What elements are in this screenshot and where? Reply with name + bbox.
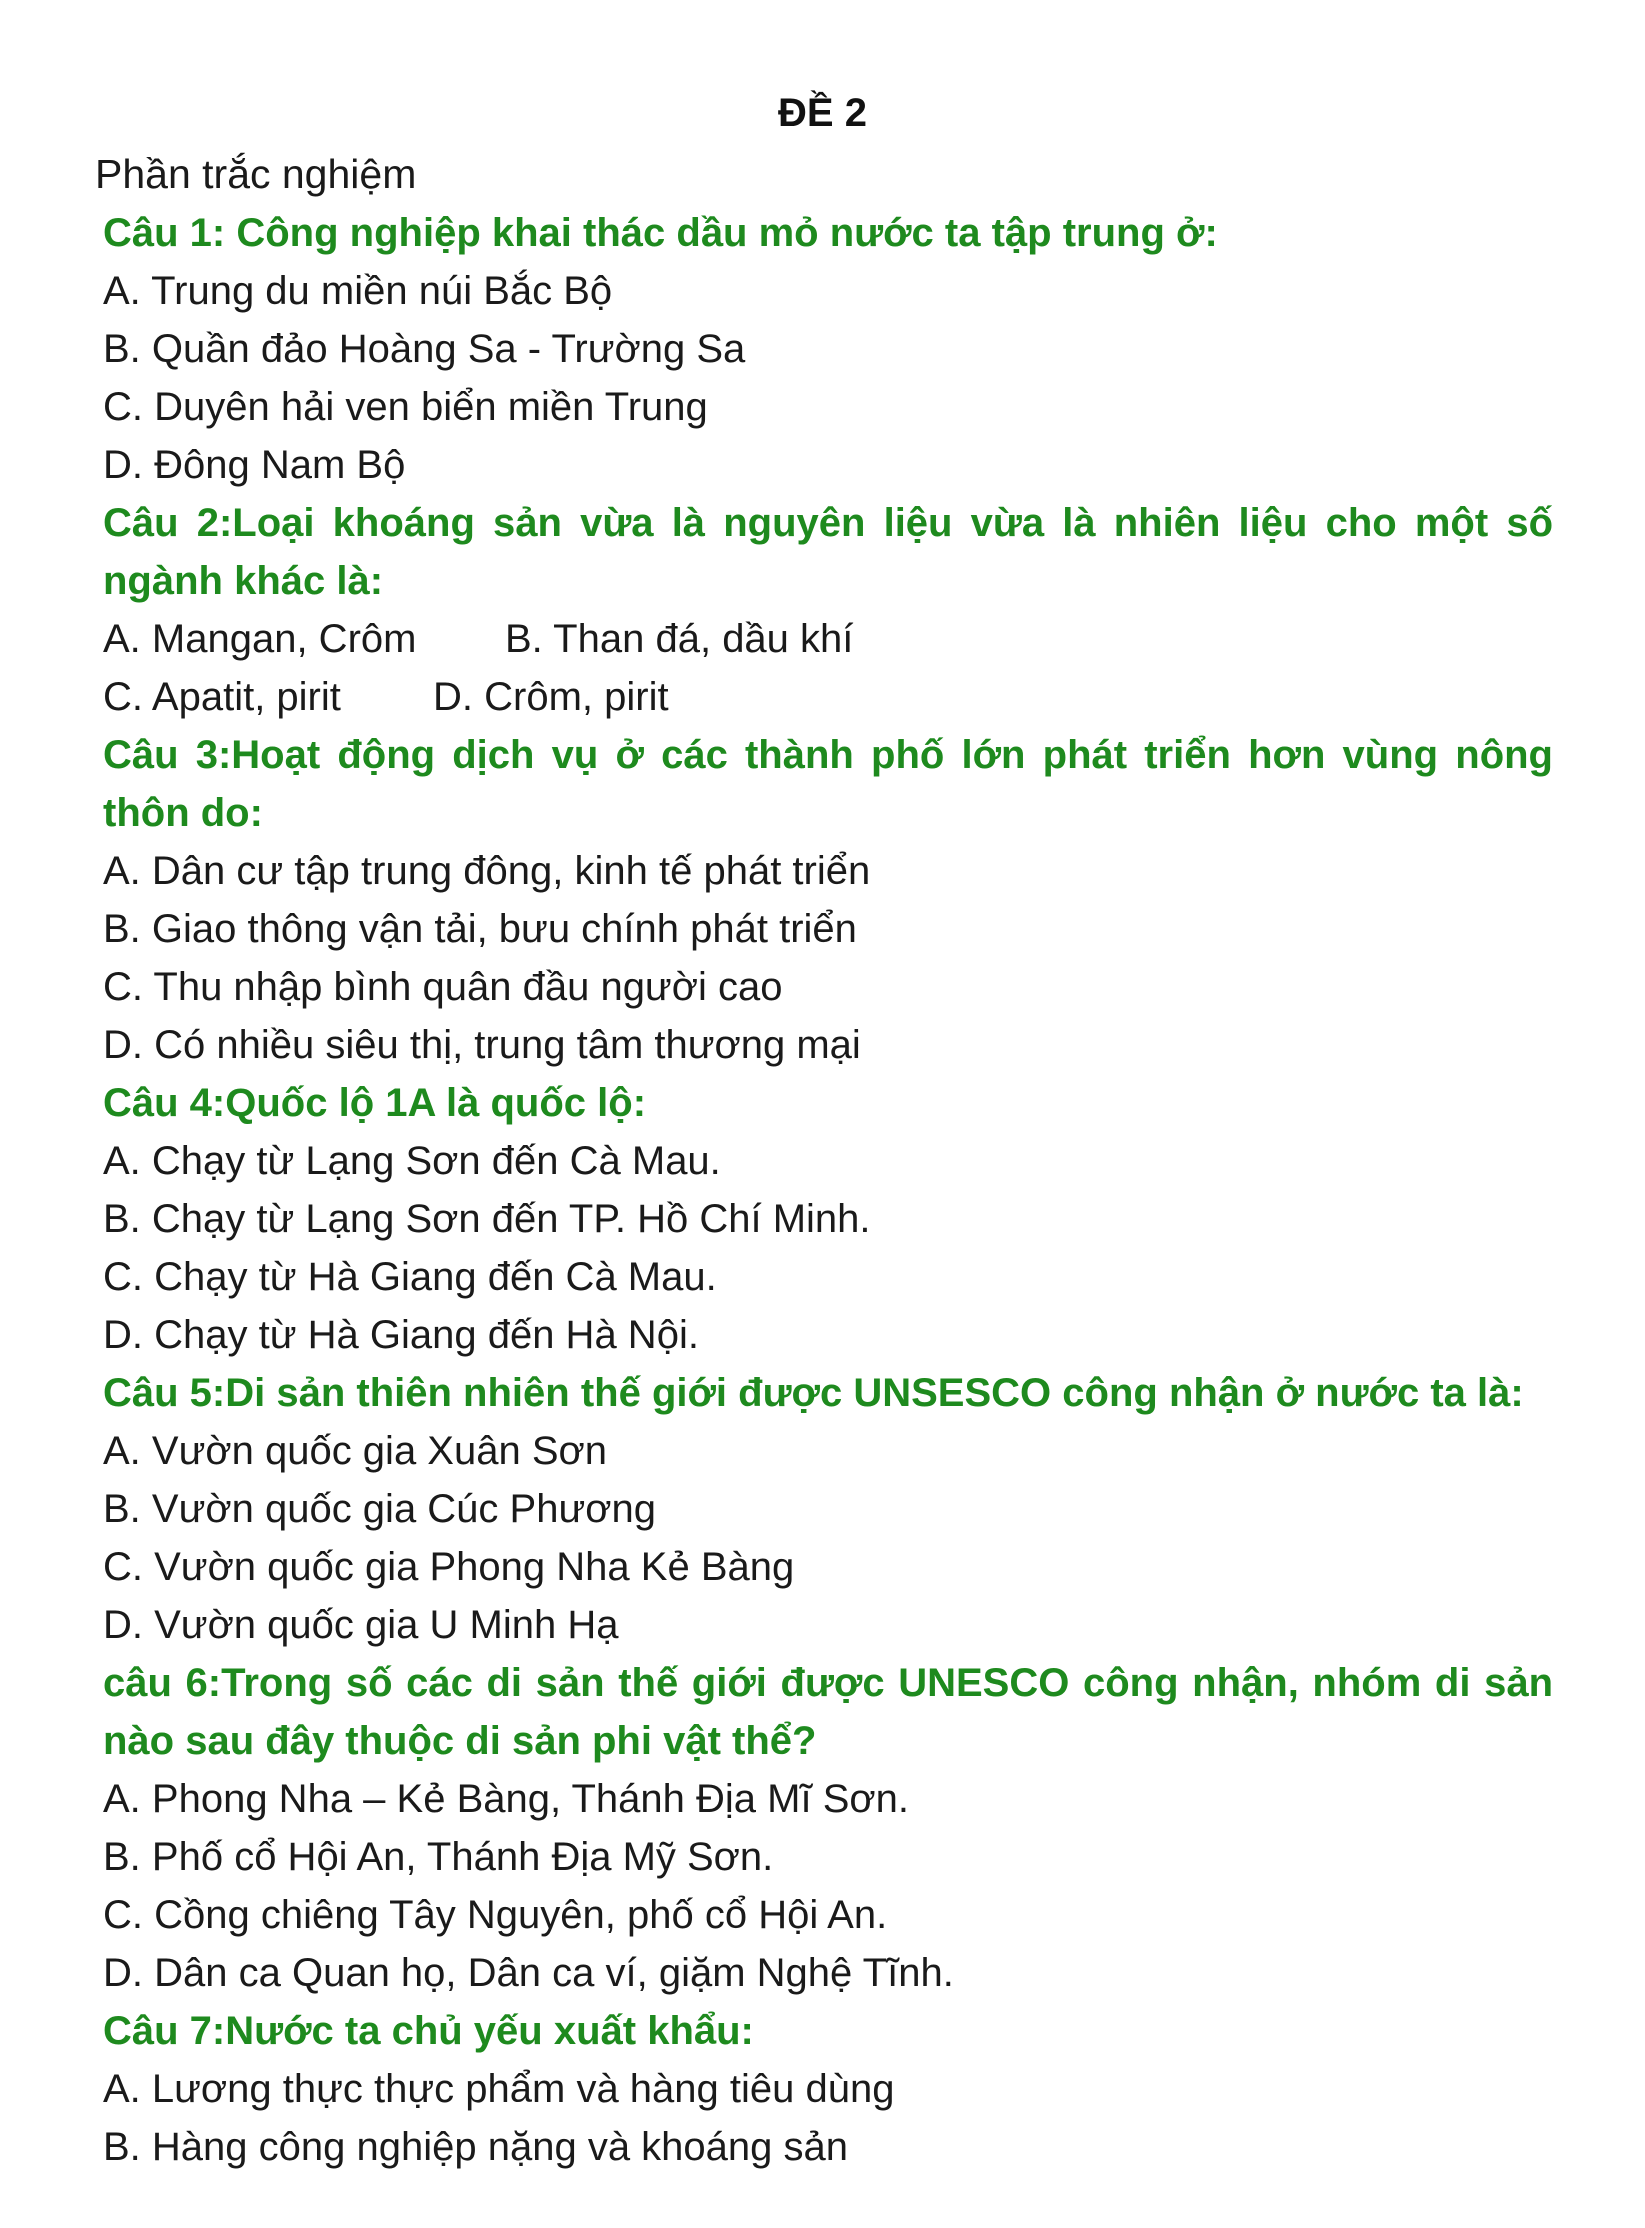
option-1a: A. Trung du miền núi Bắc Bộ: [103, 269, 613, 313]
option-3d: D. Có nhiều siêu thị, trung tâm thương mại: [103, 1023, 861, 1067]
section-heading: Phần trắc nghiệm: [95, 151, 417, 197]
option-3b: B. Giao thông vận tải, bưu chính phát triển: [103, 907, 857, 951]
question-list: [103, 204, 1553, 2176]
option-2b: B. Than đá, dầu khí: [505, 617, 854, 661]
option-6c: C. Cồng chiêng Tây Nguyên, phố cổ Hội An.: [103, 1893, 888, 1937]
option-2d: D. Crôm, pirit: [433, 675, 669, 719]
option-7a: A. Lương thực thực phẩm và hàng tiêu dùng: [103, 2067, 895, 2111]
option-2a: A. Mangan, Crôm: [103, 617, 417, 661]
question-7: Câu 7:Nước ta chủ yếu xuất khẩu:: [103, 2009, 754, 2053]
option-2c: C. Apatit, pirit: [103, 675, 341, 719]
question-1: Câu 1: Công nghiệp khai thác dầu mỏ nước ta tập trung ở:: [103, 211, 1218, 255]
option-row-2cd: [103, 668, 1553, 726]
option-5c: C. Vườn quốc gia Phong Nha Kẻ Bàng: [103, 1545, 795, 1589]
option-6d: D. Dân ca Quan họ, Dân ca ví, giặm Nghệ Tĩnh.: [103, 1951, 954, 1995]
option-3c: C. Thu nhập bình quân đầu người cao: [103, 965, 783, 1009]
exam-title: ĐỀ 2: [778, 91, 867, 135]
option-4d: D. Chạy từ Hà Giang đến Hà Nội.: [103, 1313, 699, 1357]
option-5b: B. Vườn quốc gia Cúc Phương: [103, 1487, 656, 1531]
question-5: Câu 5:Di sản thiên nhiên thế giới được UNSESCO công nhận ở nước ta là:: [103, 1371, 1524, 1415]
option-4c: C. Chạy từ Hà Giang đến Cà Mau.: [103, 1255, 717, 1299]
question-6: câu 6:Trong số các di sản thế giới được UNESCO công nhận, nhóm di sản nào sau đây thuộc di sản phi vật thể?: [103, 1661, 1553, 1763]
option-4b: B. Chạy từ Lạng Sơn đến TP. Hồ Chí Minh.: [103, 1197, 871, 1241]
option-5d: D. Vườn quốc gia U Minh Hạ: [103, 1603, 619, 1647]
question-3: Câu 3:Hoạt động dịch vụ ở các thành phố lớn phát triển hơn vùng nông thôn do:: [103, 733, 1553, 835]
option-1c: C. Duyên hải ven biển miền Trung: [103, 385, 708, 429]
option-3a: A. Dân cư tập trung đông, kinh tế phát triển: [103, 849, 871, 893]
question-2: Câu 2:Loại khoáng sản vừa là nguyên liệu vừa là nhiên liệu cho một số ngành khác là:: [103, 501, 1553, 603]
option-row-2ab: [103, 610, 1553, 668]
option-1d: D. Đông Nam Bộ: [103, 443, 406, 487]
option-5a: A. Vườn quốc gia Xuân Sơn: [103, 1429, 607, 1473]
option-6a: A. Phong Nha – Kẻ Bàng, Thánh Địa Mĩ Sơn.: [103, 1777, 909, 1821]
option-7b: B. Hàng công nghiệp nặng và khoáng sản: [103, 2125, 849, 2169]
question-4: Câu 4:Quốc lộ 1A là quốc lộ:: [103, 1081, 647, 1125]
option-4a: A. Chạy từ Lạng Sơn đến Cà Mau.: [103, 1139, 721, 1183]
option-6b: B. Phố cổ Hội An, Thánh Địa Mỹ Sơn.: [103, 1835, 774, 1879]
option-1b: B. Quần đảo Hoàng Sa - Trường Sa: [103, 327, 746, 371]
